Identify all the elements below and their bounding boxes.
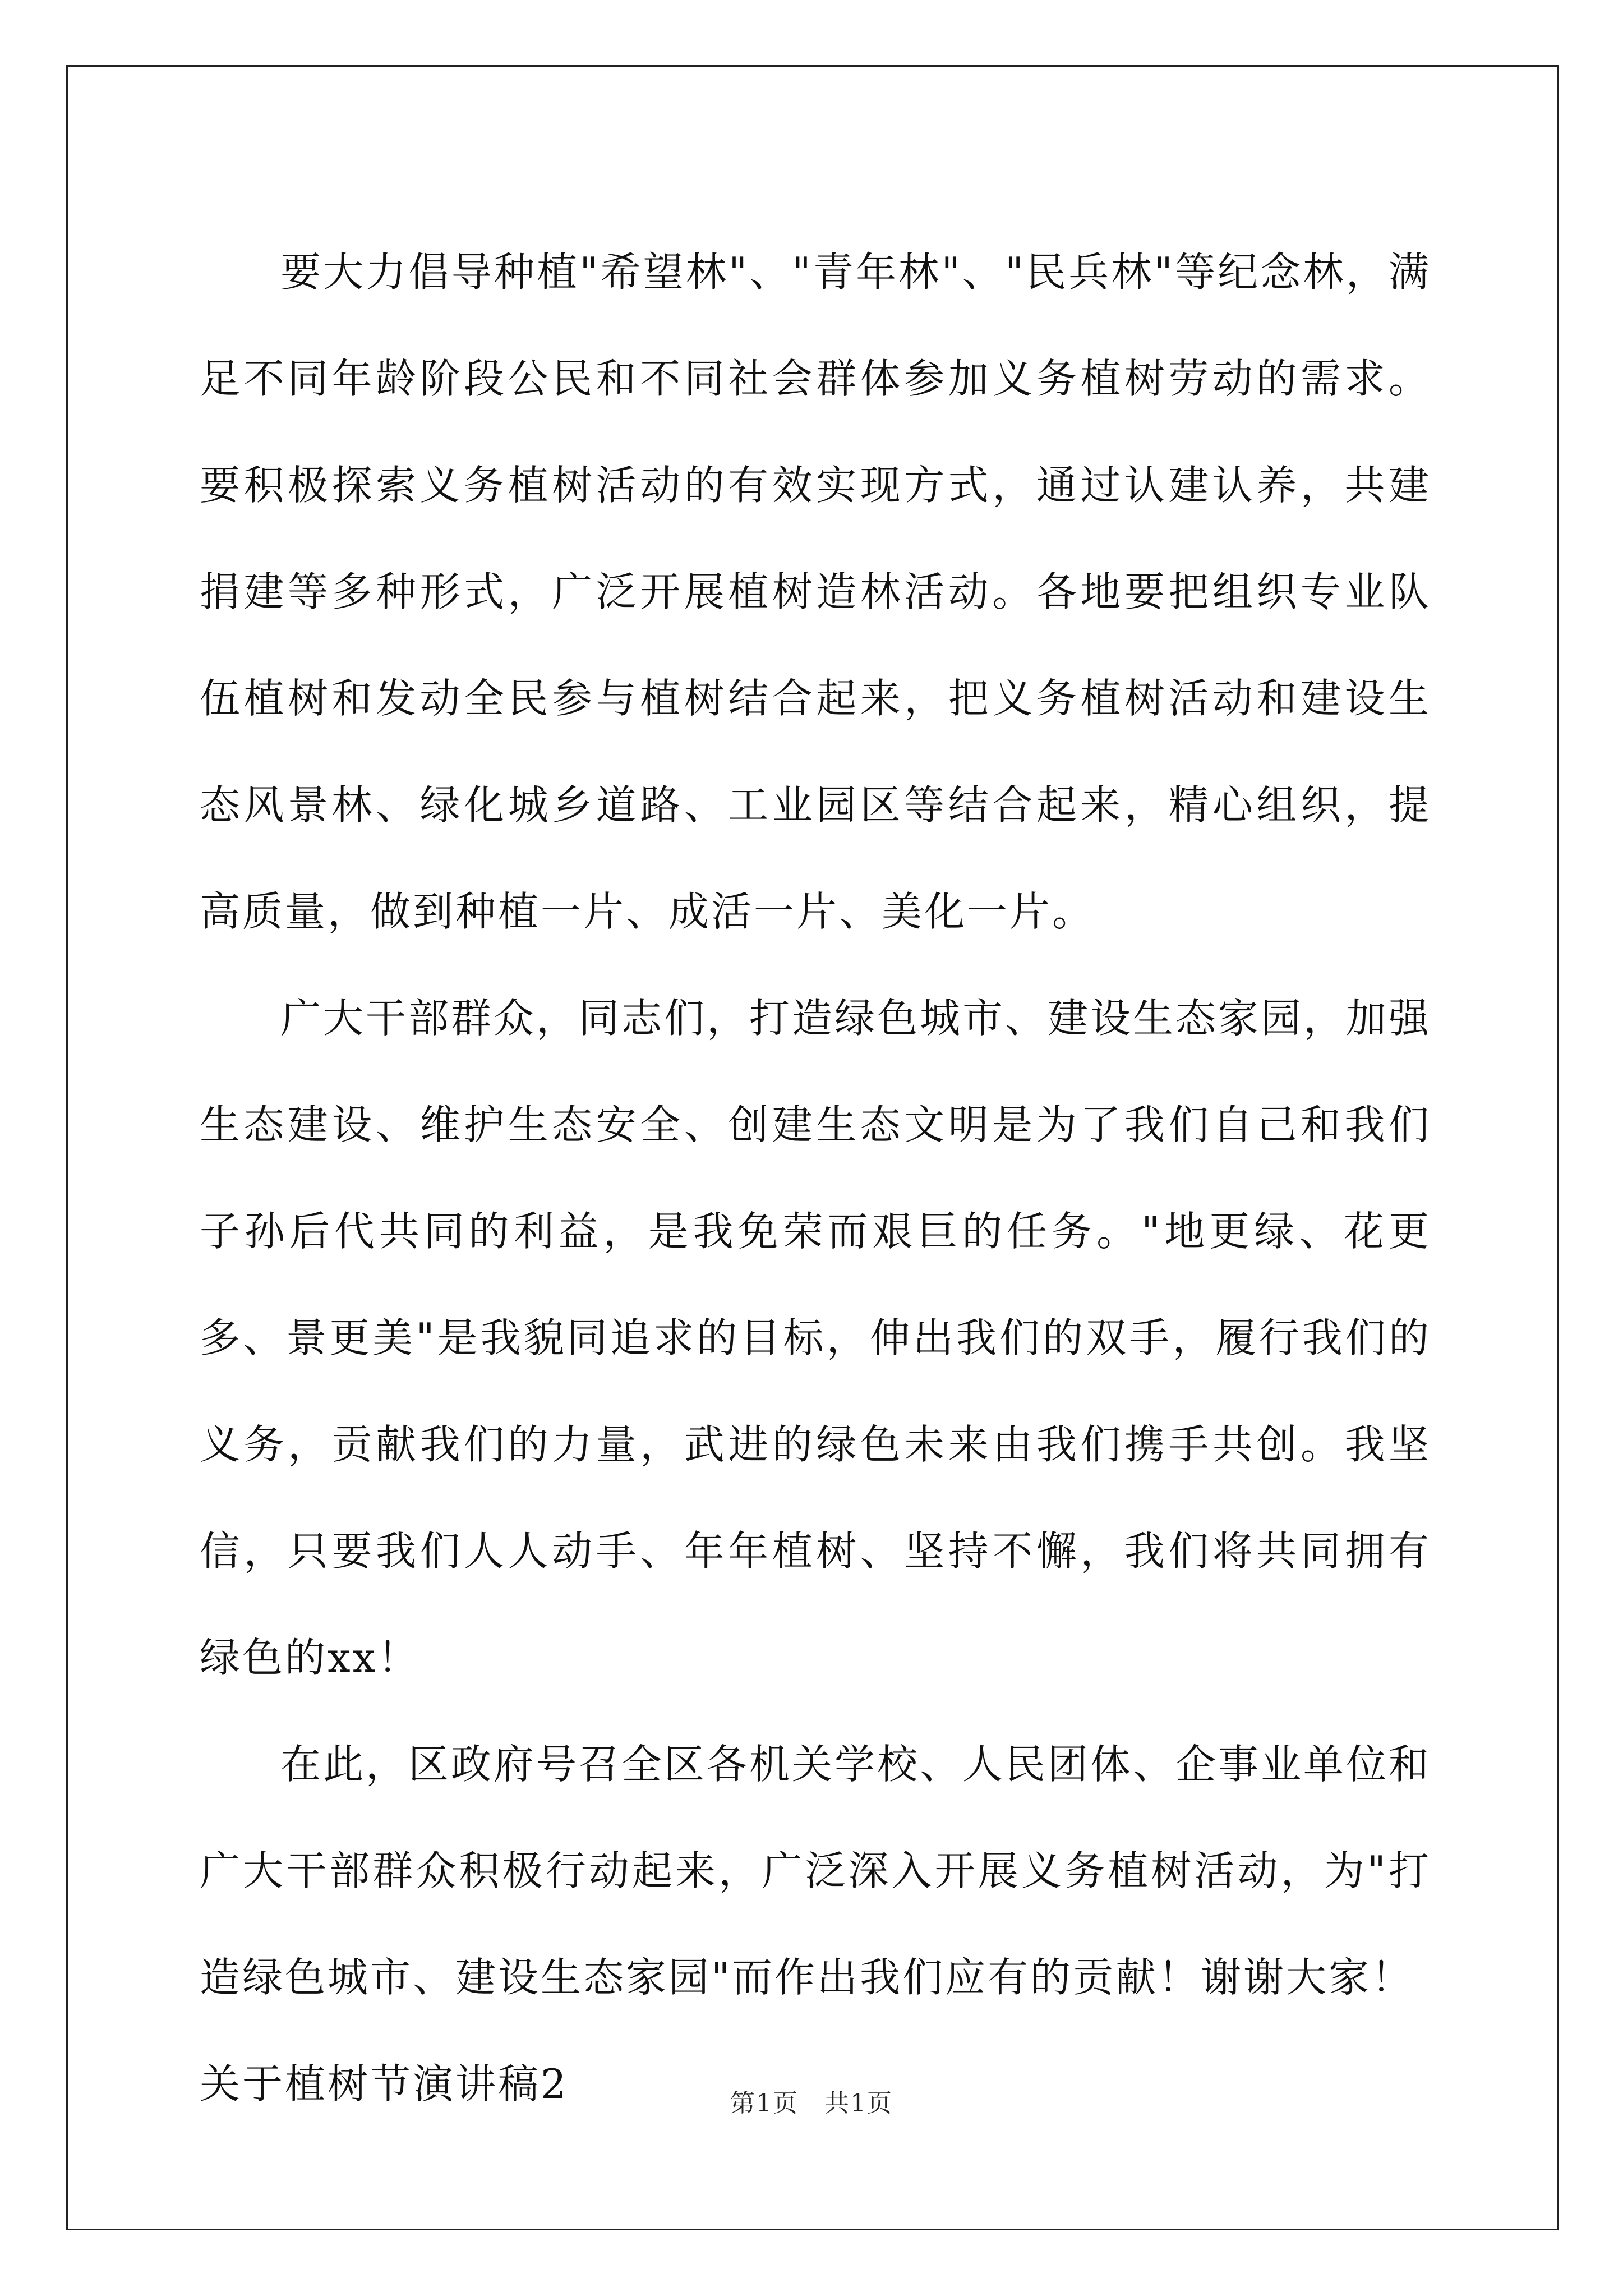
- paragraph-1: 要大力倡导种植"希望林"、"青年林"、"民兵林"等纪念林，满足不同年龄阶段公民和不同社会群体参加义务植树劳动的需求。要积极探索义务植树活动的有效实现方式，通过认建认养，共建捐建等多种形式，广泛开展植树造林活动。各地要把组织专业队伍植树和发动全民参与植树结合起来，把义务植树活动和建设生态风景林、绿化城乡道路、工业园区等结合起来，精心组织，提高质量，做到种植一片、成活一片、美化一片。: [200, 249, 1431, 935]
- page-footer: 第1页 共1页: [730, 2089, 893, 2118]
- paragraph-3: 在此，区政府号召全区各机关学校、人民团体、企事业单位和广大干部群众积极行动起来，广泛深入开展义务植树活动，为"打造绿色城市、建设生态家园"而作出我们应有的贡献！谢谢大家！: [200, 1741, 1432, 2001]
- document-body: [200, 219, 1431, 2137]
- section-heading: 关于植树节演讲稿2: [200, 2060, 569, 2108]
- paragraph-2: 广大干部群众，同志们，打造绿色城市、建设生态家园，加强生态建设、维护生态安全、创建生态文明是为了我们自己和我们子孙后代共同的利益，是我免荣而艰巨的任务。"地更绿、花更多、景更美"是我貌同追求的目标，伸出我们的双手，履行我们的义务，贡献我们的力量，武进的绿色未来由我们携手共创。我坚信，只要我们人人动手、年年植树、坚持不懈，我们将共同拥有绿色的xx！: [200, 995, 1432, 1681]
